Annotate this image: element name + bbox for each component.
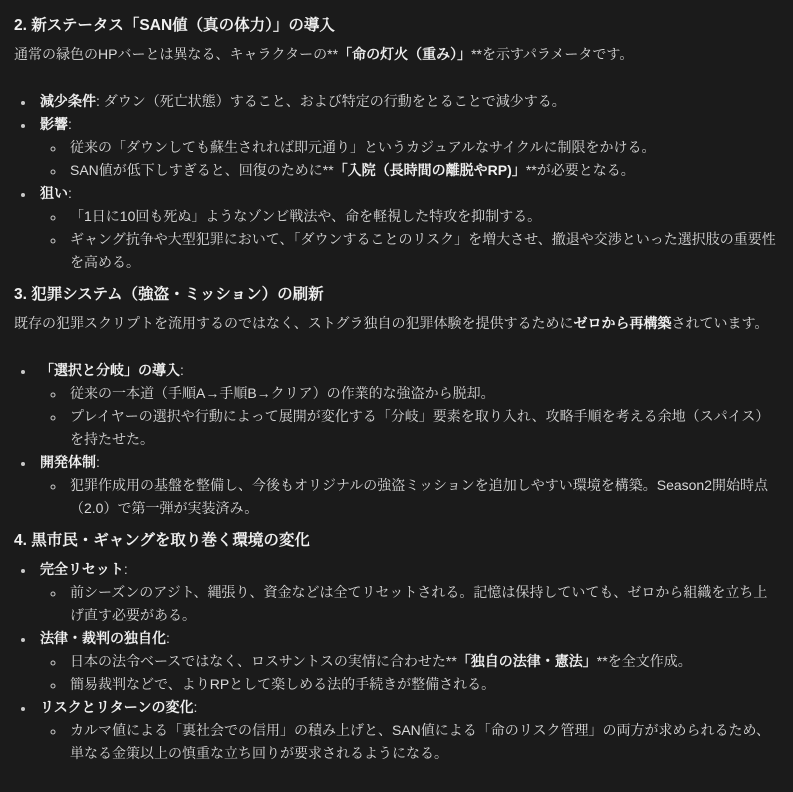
text-run: : <box>68 116 72 132</box>
text-run: **を全文作成。 <box>596 653 692 669</box>
sub-list-item <box>65 405 779 451</box>
bold-text-run: 4. 黒市民・ギャングを取り巻く環境の変化 <box>14 532 310 549</box>
sub-list-item <box>65 581 779 627</box>
text-run: 既存の犯罪スクリプトを流用するのではなく、ストグラ独自の犯罪体験を提供するために <box>14 315 574 331</box>
bold-text-run: リスクとリターンの変化 <box>40 699 194 715</box>
list-item <box>35 182 779 274</box>
bold-text-run: 「入院（長時間の離脱やRP)」 <box>333 162 526 178</box>
list-item <box>35 558 779 627</box>
sub-bullet-list <box>40 205 779 274</box>
sub-list-item <box>65 136 779 159</box>
list-item <box>35 451 779 520</box>
sub-list-item <box>65 719 779 765</box>
text-run: **が必要となる。 <box>525 162 635 178</box>
text-run: 従来の「ダウンしても蘇生されれば即元通り」というカジュアルなサイクルに制限をかける。 <box>70 139 656 155</box>
text-run: 日本の法令ベースではなく、ロスサントスの実情に合わせた** <box>70 653 457 669</box>
bold-text-run: 減少条件 <box>40 93 96 109</box>
list-item <box>35 696 779 765</box>
text-run: 簡易裁判などで、よりRPとして楽しめる法的手続きが整備される。 <box>70 676 496 692</box>
text-run: 通常の緑色のHPバーとは異なる、キャラクターの** <box>14 46 339 62</box>
sub-list-item <box>65 205 779 228</box>
text-run: 従来の一本道（手順A→手順B→クリア）の作業的な強盗から脱却。 <box>70 385 495 401</box>
list-item <box>35 627 779 696</box>
text-run: : <box>123 561 128 577</box>
text-run: **を示すパラメータです。 <box>471 46 634 62</box>
sub-bullet-list <box>40 581 779 627</box>
sub-list-item <box>65 382 779 405</box>
section-heading-2 <box>14 14 779 37</box>
bold-text-run: ゼロから再構築 <box>573 315 672 331</box>
text-run: SAN値が低下しすぎると、回復のために** <box>70 162 334 178</box>
text-run: : <box>180 362 184 378</box>
bold-text-run: 「選択と分岐」の導入 <box>40 362 180 378</box>
list-item <box>35 90 779 113</box>
sub-bullet-list <box>40 650 779 696</box>
sub-bullet-list <box>40 474 779 520</box>
list-item <box>35 113 779 182</box>
sub-list-item <box>65 650 779 673</box>
text-run: カルマ値による「裏社会での信用」の積み上げと、SAN値による「命のリスク管理」の両方が求められるため、単なる金策以上の慎重な立ち回りが要求されるようになる。 <box>70 722 770 761</box>
list-item <box>35 359 779 451</box>
sub-bullet-list <box>40 719 779 765</box>
document-body <box>14 14 779 765</box>
sub-list-item <box>65 474 779 520</box>
text-run: プレイヤーの選択や行動によって展開が変化する「分岐」要素を取り入れ、攻略手順を考える余地（スパイス）を持たせた。 <box>70 408 770 447</box>
text-run: : <box>166 630 170 646</box>
section-heading-3 <box>14 283 779 306</box>
text-run: : ダウン（死亡状態）すること、および特定の行動をとることで減少する。 <box>96 93 566 109</box>
text-run: : <box>193 699 198 715</box>
bold-text-run: 開発体制 <box>40 454 96 470</box>
section-4-list <box>14 558 779 765</box>
section-2-list <box>14 90 779 274</box>
section-3-intro-paragraph <box>14 312 779 335</box>
section-3-list <box>14 359 779 520</box>
sub-list-item <box>65 673 779 696</box>
text-run: 犯罪作成用の基盤を整備し、今後もオリジナルの強盗ミッションを追加しやすい環境を構築。Season2開始時点（2.0）で第一弾が実装済み。 <box>70 477 769 516</box>
text-run: されています。 <box>671 315 769 331</box>
bold-text-run: 「命の灯火（重み）」 <box>338 46 472 62</box>
bold-text-run: 3. 犯罪システム（強盗・ミッション）の刷新 <box>14 286 324 303</box>
bold-text-run: 狙い <box>40 185 68 201</box>
text-run: : <box>68 185 72 201</box>
sub-list-item <box>65 159 779 182</box>
bold-text-run: 法律・裁判の独自化 <box>40 630 166 646</box>
sub-list-item <box>65 228 779 274</box>
bold-text-run: 2. 新ステータス「SAN値（真の体力）」の導入 <box>14 17 335 34</box>
sub-bullet-list <box>40 382 779 451</box>
sub-bullet-list <box>40 136 779 182</box>
text-run: 前シーズンのアジト、縄張り、資金などは全てリセットされる。記憶は保持していても、ゼロから組織を立ち上げ直す必要がある。 <box>70 584 768 623</box>
bold-text-run: 完全リセット <box>40 561 124 577</box>
text-run: 「1日に10回も死ぬ」ようなゾンビ戦法や、命を軽視した特攻を抑制する。 <box>70 208 542 224</box>
text-run: ギャング抗争や大型犯罪において、「ダウンすることのリスク」を増大させ、撤退や交渉といった選択肢の重要性を高める。 <box>70 231 776 270</box>
section-2-intro-paragraph <box>14 43 779 66</box>
bold-text-run: 「独自の法律・憲法」 <box>456 653 597 669</box>
text-run: : <box>96 454 100 470</box>
bold-text-run: 影響 <box>40 116 68 132</box>
section-heading-4 <box>14 529 779 552</box>
